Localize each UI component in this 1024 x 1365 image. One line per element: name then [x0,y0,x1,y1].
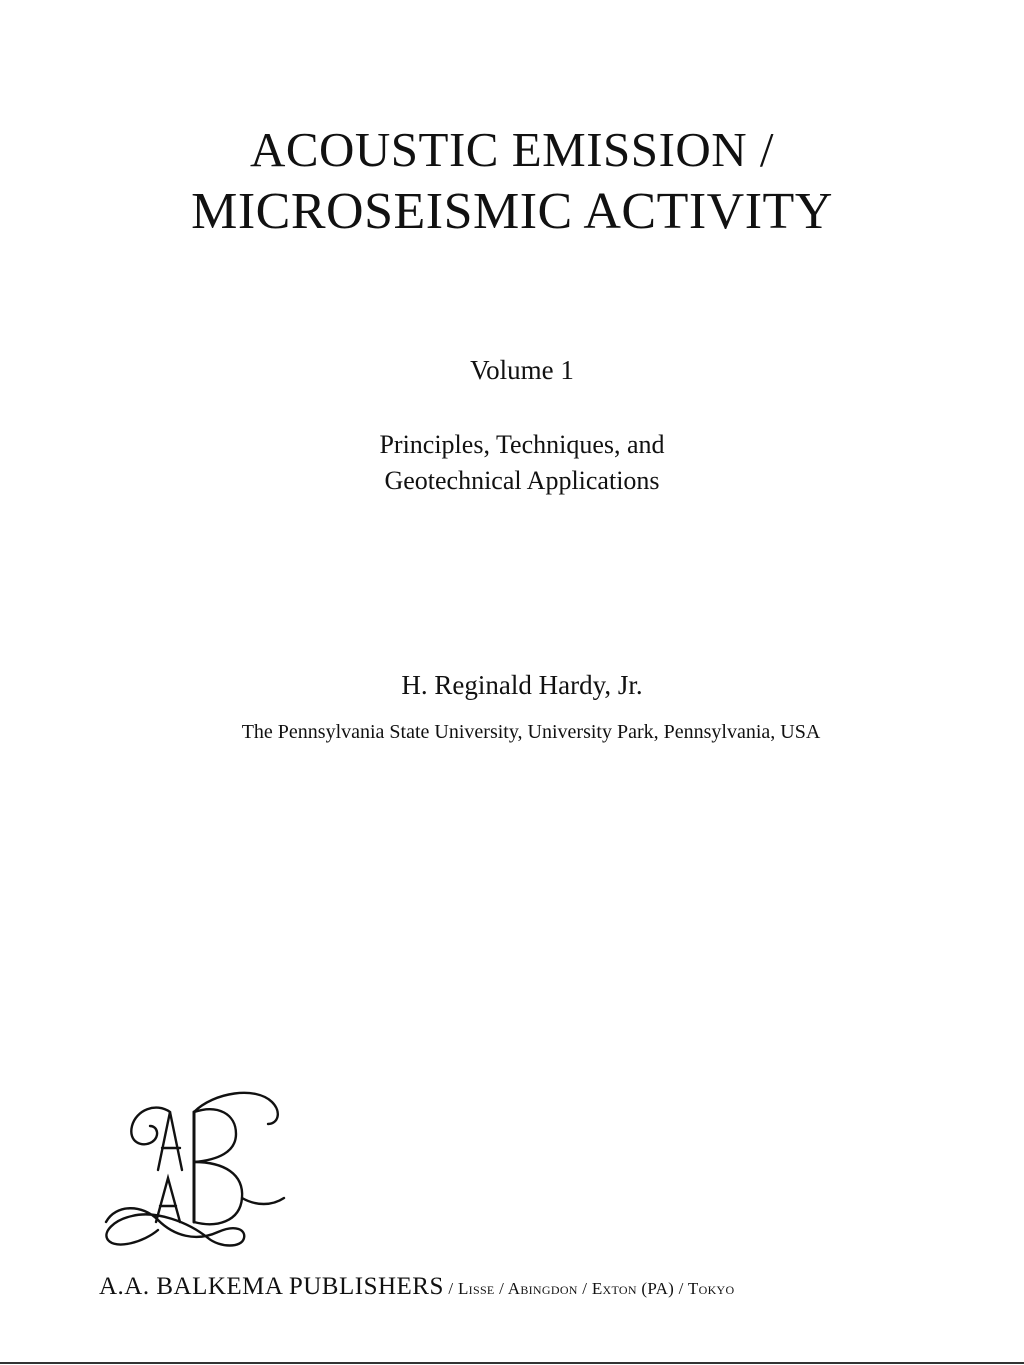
book-title-line-1: ACOUSTIC EMISSION / [249,122,775,177]
publisher-line [99,1273,734,1301]
publisher-name: A.A. BALKEMA PUBLISHERS [99,1273,444,1300]
author-affiliation: The Pennsylvania State University, University Park, Pennsylvania, USA [241,721,821,743]
bottom-rule [0,1362,1024,1364]
volume-label: Volume 1 [470,355,574,385]
publisher-cities: / Lisse / Abingdon / Exton (PA) / Tokyo [443,1279,735,1298]
publisher-logo-icon [96,1082,296,1252]
author-name: H. Reginald Hardy, Jr. [401,670,643,700]
subtitle-line-2: Geotechnical Applications [384,466,660,495]
book-title-line-2: MICROSEISMIC ACTIVITY [191,183,833,240]
subtitle-line-1: Principles, Techniques, and [379,430,665,459]
